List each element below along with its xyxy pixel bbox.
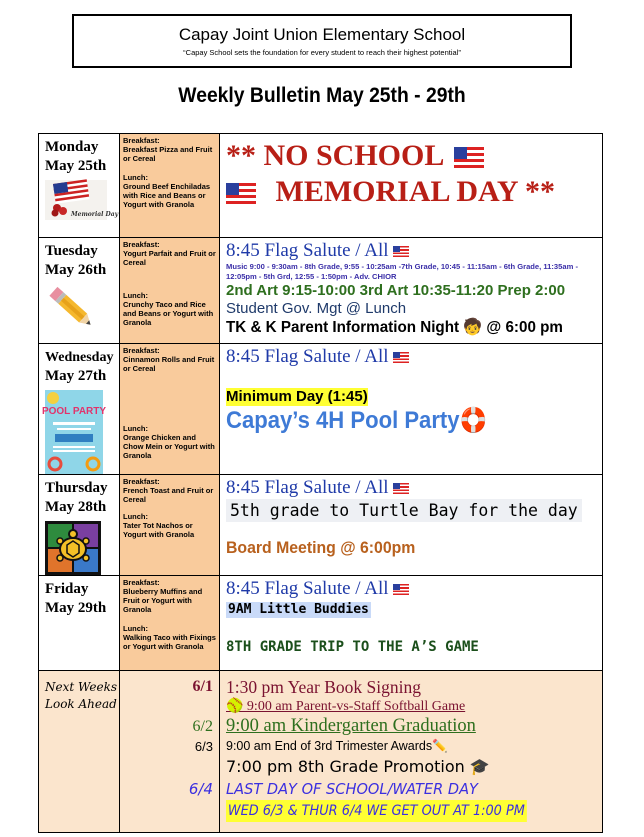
day-row-wednesday xyxy=(39,344,603,475)
pool-party-poster-text: POOL PARTY xyxy=(41,406,107,417)
breakfast-menu: Breakfast Pizza and Fruit or Cereal xyxy=(123,145,213,163)
bulletin-title: Weekly Bulletin May 25th - 29th xyxy=(178,84,466,107)
lunch-menu: Tater Tot Nachos or Yogurt with Granola xyxy=(123,521,195,539)
breakfast-label: Breakfast: xyxy=(123,578,160,587)
day-row-thursday xyxy=(39,475,603,576)
art-schedule: 2nd Art 9:15-10:00 3rd Art 10:35-11:20 Prep 2:00 xyxy=(226,282,566,299)
day-date: May 28th xyxy=(45,499,107,515)
date-label: 6/3 xyxy=(194,739,213,754)
memorial-day-image xyxy=(45,180,119,220)
turtle-bay-trip: 5th grade to Turtle Bay for the day xyxy=(226,499,582,522)
lunch-label: Lunch: xyxy=(123,624,148,633)
pool-party-poster xyxy=(41,390,107,474)
day-row-monday xyxy=(39,134,603,238)
turtle-icon xyxy=(45,521,101,575)
us-flag-icon xyxy=(393,352,409,363)
breakfast-label: Breakfast: xyxy=(123,477,160,486)
day-name: Thursday xyxy=(45,480,108,496)
school-name: Capay Joint Union Elementary School xyxy=(178,25,466,44)
tk-parent-night: TK & K Parent Information Night 🧒 @ 6:00 pm xyxy=(226,319,563,336)
menu-cell xyxy=(120,475,220,576)
flag-salute-text: 8:45 Flag Salute / All xyxy=(226,477,389,498)
event-cell xyxy=(220,238,603,344)
event-cell xyxy=(220,134,603,238)
event-cell xyxy=(220,475,603,576)
day-date: May 25th xyxy=(45,158,107,174)
menu-cell xyxy=(120,576,220,671)
trimester-awards: 9:00 am End of 3rd Trimester Awards✏️ xyxy=(226,739,448,753)
minimum-day: Minimum Day (1:45) xyxy=(226,388,368,405)
lunch-label: Lunch: xyxy=(123,291,148,300)
day-name: Monday xyxy=(45,139,99,155)
day-cell xyxy=(39,576,120,671)
little-buddies: 9AM Little Buddies xyxy=(228,602,369,617)
date-label: 6/1 xyxy=(192,678,213,695)
memorial-day-text: MEMORIAL DAY ** xyxy=(275,175,555,208)
early-release-note: WED 6/3 & THUR 6/4 WE GET OUT AT 1:00 PM xyxy=(226,800,527,822)
no-school-line xyxy=(226,138,598,174)
flag-salute-text: 8:45 Flag Salute / All xyxy=(226,578,389,599)
menu-cell xyxy=(120,344,220,475)
day-name: Friday xyxy=(45,581,89,597)
day-cell xyxy=(39,475,120,576)
lunch-menu: Orange Chicken and Chow Mein or Yogurt with Granola xyxy=(123,433,215,460)
eighth-grade-trip: 8TH GRADE TRIP TO THE A’S GAME xyxy=(226,639,479,655)
day-name: Tuesday xyxy=(45,243,98,259)
lunch-menu: Walking Taco with Fixings or Yogurt with Granola xyxy=(123,633,216,651)
us-flag-icon xyxy=(454,147,484,169)
day-cell xyxy=(39,238,120,344)
day-cell xyxy=(39,134,120,238)
look-ahead-label-line2: Look Ahead xyxy=(45,697,117,711)
flag-salute xyxy=(226,477,598,499)
menu-cell xyxy=(120,134,220,238)
breakfast-menu: Cinnamon Rolls and Fruit or Cereal xyxy=(123,355,215,373)
lunch-menu: Ground Beef Enchiladas with Rice and Beans or Yogurt with Granola xyxy=(123,182,211,209)
breakfast-label: Breakfast: xyxy=(123,346,160,355)
memorial-day-caption: Memorial Day xyxy=(71,211,119,218)
softball-game: 🥎 9:00 am Parent-vs-Staff Softball Game xyxy=(226,699,466,714)
kindergarten-graduation: 9:00 am Kindergarten Graduation xyxy=(226,716,476,736)
date-label: 6/4 xyxy=(188,780,213,798)
event-cell xyxy=(220,576,603,671)
flag-salute xyxy=(226,240,598,262)
breakfast-label: Breakfast: xyxy=(123,240,160,249)
breakfast-menu: Yogurt Parfait and Fruit or Cereal xyxy=(123,249,216,267)
flag-salute-text: 8:45 Flag Salute / All xyxy=(226,346,389,367)
lunch-label: Lunch: xyxy=(123,173,148,182)
breakfast-menu: French Toast and Fruit or Cereal xyxy=(123,486,214,504)
day-name: Wednesday xyxy=(45,350,114,365)
breakfast-menu: Blueberry Muffins and Fruit or Yogurt with Granola xyxy=(123,587,203,614)
us-flag-icon xyxy=(226,183,256,205)
look-ahead-label xyxy=(39,671,120,833)
flag-salute xyxy=(226,578,598,600)
menu-cell xyxy=(120,238,220,344)
event-cell xyxy=(220,344,603,475)
day-date: May 29th xyxy=(45,600,107,616)
school-motto: “Capay School sets the foundation for every student to reach their highest potential” xyxy=(183,48,461,57)
no-school-text: ** NO SCHOOL xyxy=(226,139,443,172)
us-flag-icon xyxy=(393,483,409,494)
memorial-day-line xyxy=(226,174,598,210)
lunch-label: Lunch: xyxy=(123,512,148,521)
last-day-of-school: LAST DAY OF SCHOOL/WATER DAY xyxy=(226,780,478,798)
school-header xyxy=(72,14,572,68)
breakfast-label: Breakfast: xyxy=(123,136,160,145)
lunch-label: Lunch: xyxy=(123,424,148,433)
day-date: May 26th xyxy=(45,262,107,278)
day-cell xyxy=(39,344,120,475)
music-schedule: Music 9:00 - 9:30am - 8th Grade, 9:55 - 10:25am -7th Grade, 10:45 - 11:15am - 6th Grade, 11:35am - 12:05pm - 5th Grd, 12:55 - 1:50pm - Adv. CHIOR xyxy=(226,262,578,281)
pool-party: Capay’s 4H Pool Party🛟 xyxy=(226,407,488,434)
look-ahead-events xyxy=(220,671,603,833)
lunch-menu: Crunchy Taco and Rice and Beans or Yogurt with Granola xyxy=(123,300,214,327)
flag-salute xyxy=(226,346,598,368)
pencil-icon xyxy=(45,284,99,332)
date-label: 6/2 xyxy=(192,718,213,735)
student-gov-meeting: Student Gov. Mgt @ Lunch xyxy=(226,300,407,317)
flag-salute-text: 8:45 Flag Salute / All xyxy=(226,240,389,261)
day-row-tuesday xyxy=(39,238,603,344)
eighth-grade-promotion: 7:00 pm 8th Grade Promotion 🎓 xyxy=(226,757,490,776)
bulletin-table xyxy=(38,133,603,833)
look-ahead-dates xyxy=(120,671,220,833)
look-ahead-label-line1: Next Weeks xyxy=(45,680,117,694)
day-date: May 27th xyxy=(45,368,107,384)
board-meeting: Board Meeting @ 6:00pm xyxy=(226,538,416,557)
look-ahead-row xyxy=(39,671,603,833)
us-flag-icon xyxy=(393,584,409,595)
us-flag-icon xyxy=(393,246,409,257)
yearbook-signing: 1:30 pm Year Book Signing xyxy=(226,677,421,697)
day-row-friday xyxy=(39,576,603,671)
